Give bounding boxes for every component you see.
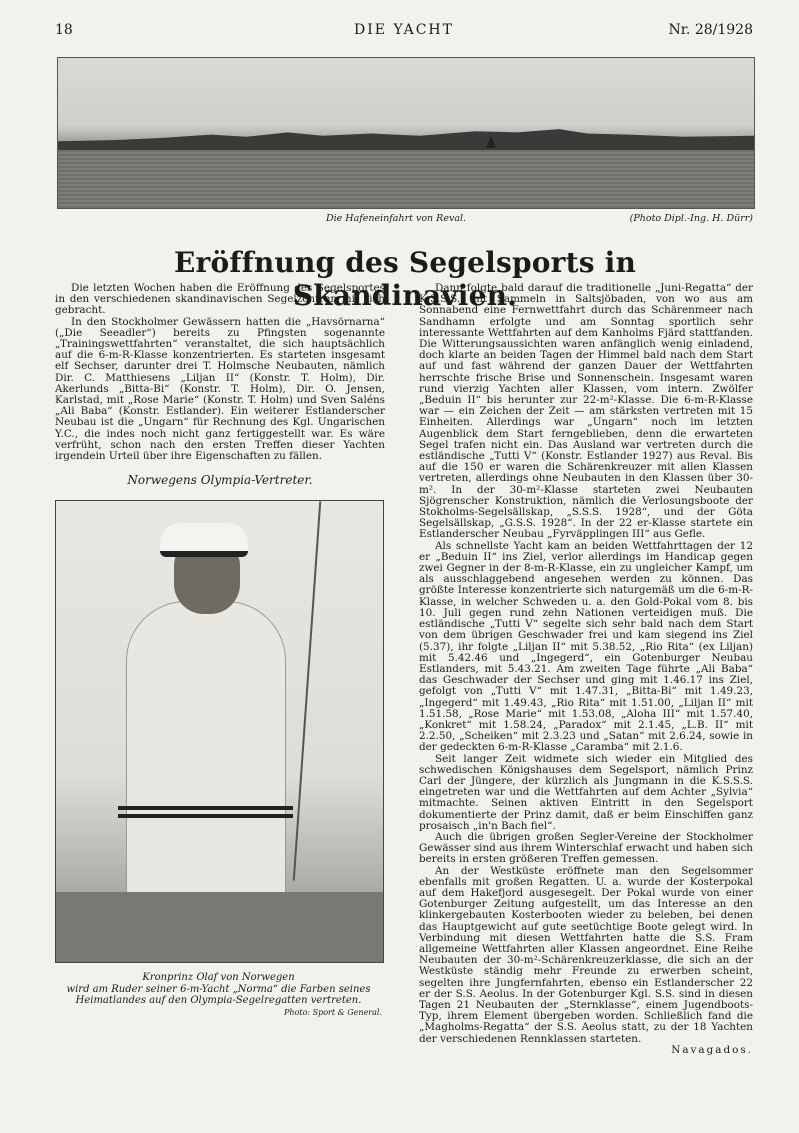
paragraph: Dann folgte bald darauf die traditionelle „Juni-Regatta“ der K.S.S.S. mit Sammeln in Saltsjöbaden, von wo aus am Sonnabend eine Fernwettfahrt durch das Schärenmeer nach Sandhamn erfolgte und am Sonntag sportlich sehr interessante Wettfahrten auf dem Kanholms Fjärd stattfanden. Die Witterungsaussichten waren anfänglich wenig einladend, doch klarte an beiden Tagen der Himmel bald nach dem Start auf und fast während der ganzen Dauer der Wettfahrten herrschte frische Brise und Sonnenschein. Insgesamt waren rund vierzig Yachten aller Klassen, vom intern. Zwölfer „Beduin II“ bis herunter zur 22-m²-Klasse. Die 6-m-R-Klasse war — ein Zeichen der Zeit — am stärksten vertreten mit 15 Einheiten. Allerdings war „Ungarn“ noch im letzten Augenblick dem Start ferngeblieben, denn die erwarteten Segel trafen nicht ein. Das Ausland war vertreten durch die estländische „Tutti V“ (Konstr. Estlander 1927) aus Reval. Bis auf die 150 er waren die Schärenkreuzer mit allen Klassen vertreten, allerdings ohne Neubauten in den Klassen über 30-m². In der 30-m²-Klasse starteten zwei Neubauten Sjögrenscher Konstruktion, nämlich die Verlosungsboote der Stokholms-Segelsällskap, „S.S.S. 1928“, und der Göta Segelsällskap, „G.S.S. 1928“. In der 22 er-Klasse startete ein Estlanderscher Neubau „Fyrväpplingen III“ aus Gefle. [419, 282, 753, 541]
harbor-water [58, 150, 754, 208]
boat-deck [56, 892, 383, 962]
sweater-stripe [118, 806, 293, 810]
page-header [55, 22, 753, 42]
caption-line: Kronprinz Olaf von Norwegen [142, 972, 295, 983]
harbor-photo-credit: (Photo Dipl.-Ing. H. Dürr) [629, 213, 753, 224]
sweater-figure [126, 601, 286, 921]
paragraph: Auch die übrigen großen Segler-Vereine der Stockholmer Gewässer sind aus ihrem Winterschlaf erwacht und haben sich bereits in ersten größeren Treffen gemessen. [419, 830, 753, 866]
harbor-photo-caption: Die Hafeneinfahrt von Reval. [326, 213, 467, 224]
rope-line [293, 501, 322, 880]
paragraph: Die letzten Wochen haben die Eröffnung des Segelsportes in den verschiedenen skandinavischen Segelzentren mit sich gebracht. [55, 282, 385, 317]
article-headline: Eröffnung des Segelsports in Skandinavien. [173, 246, 637, 312]
paragraph: Als schnellste Yacht kam an beiden Wettfahrttagen der 12 er „Beduin II“ ins Ziel, verlor allerdings im Handicap gegen zwei Gegner in der 8-m-R-Klasse, ein zu ungleicher Kampf, um als ausschlaggebend angesehen werden zu können. Das größte Interesse konzentrierte sich naturgemäß um die 6-m-R-Klasse, in welcher Schweden u. a. den Gold-Pokal vom 8. bis 10. Juli gegen rund zehn Nationen verteidigen muß. Die estländische „Tutti V“ segelte sich sehr bald nach dem Start von dem übrigen Geschwader frei und kam siegend ins Ziel (5.37), ihr folgte „Liljan II“ mit 5.38.52, „Rio Rita“ (ex Liljan) mit 5.42.46 und „Ingegerd“, ein Gotenburger Neubau Estlanders, mit 5.43.21. Am zweiten Tage führte „Ali Baba“ das Geschwader der Sechser und ging mit 1.46.17 ins Ziel, gefolgt von „Tutti V“ mit 1.47.31, „Bitta-Bi“ mit 1.49.23, „Ingegerd“ mit 1.49.43, „Rio Rita“ mit 1.51.00, „Liljan II“ mit 1.51.58, „Rose Marie“ mit 1.53.08, „Aloha III“ mit 1.57.40, „Konkret“ mit 1.58.24, „Paradox“ mit 2.1.45, „L.B. II“ mit 2.2.50, „Scheiken“ mit 2.3.23 und „Satan“ mit 2.6.24, sowie in der gedeckten 6-m-R-Klasse „Caramba“ mit 2.1.6. [419, 539, 753, 754]
page-number: 18 [55, 22, 73, 38]
paragraph: An der Westküste eröffnete man den Segelsommer ebenfalls mit großen Regatten. U. a. wurde der Kosterpokal auf dem Hakefjord ausgesegelt. Der Pokal wurde von einer Gotenburger Zeitung aufgestellt, um das Interesse an den klinkergebauten Kosterbooten wieder zu beleben, bei denen das Hauptgewicht auf gute seetüchtige Boote gelegt wird. In Verbindung mit diesen Wettfahrten hatte die S.S. Fram allgemeine Wettfahrten aller Klassen angeordnet. Eine Reihe Neubauten der 30-m²-Schärenkreuzerklasse, die sich an der Westküste ständig mehr Freunde zu erwerben scheint, segelten ihre Jungfernfahrten, ebenso ein Estlanderscher 22 er der S.S. Aeolus. In der Gotenburger Kgl. S.S. sind in diesen Tagen 21 Neubauten der „Sternklasse“, einem Jugendboots-Typ, ihrem Element übergeben worden. Schließlich fand die „Magholms-Regatta“ der S.S. Aeolus statt, zu der 18 Yachten der verschiedenen Rennklassen starteten. [419, 864, 753, 1045]
city-skyline [58, 128, 754, 150]
paragraph: In den Stockholmer Gewässern hatten die „Havsörnarna“ („Die Seeadler“) bereits zu Pfingsten sogenannte „Trainingswettfahrten“ veranstaltet, die sich hauptsächlich auf die 6-m-R-Klasse konzentrierten. Es starteten insgesamt elf Sechser, darunter drei T. Holmsche Neubauten, nämlich Dir. C. Matthiesens „Liljan II“ (Konstr. T. Holm), Dir. Akerlunds „Bitta-Bi“ (Konstr. T. Holm), Dir. O. Jensen, Karlstad, mit „Rose Marie“ (Konstr. T. Holm) und Sven Saléns „Ali Baba“ (Konstr. Estlander). Ein weiterer Estlanderscher Neubau ist die „Ungarn“ für Rechnung des Kgl. Ungarischen Y.C., die indes noch nicht ganz fertiggestellt war. Es wäre verfrüht, schon nach den ersten Treffen dieser Yachten irgendein Urteil über ihre Eigenschaften zu fällen. [55, 315, 385, 463]
portrait-photo [55, 500, 384, 963]
paragraph: Seit langer Zeit widmete sich wieder ein Mitglied des schwedischen Königshauses dem Segelsport, nämlich Prinz Carl der Jüngere, der kürzlich als Jungmann in die K.S.S.S. eingetreten war und die Wettfahrten auf dem Achter „Sylvia“ mitmachte. Seinen aktiven Eintritt in den Segelsport dokumentierte der Prinz damit, daß er beim Einschiffen ganz prosaisch „in'n Bach fiel“. [419, 752, 753, 832]
portrait-caption [55, 972, 382, 1018]
author-signature: Navagados. [671, 1043, 753, 1056]
caption-line: wird am Ruder seiner 6-m-Yacht „Norma“ die Farben seines [66, 983, 371, 995]
left-column [55, 283, 385, 462]
caption-line: Heimatlandes auf den Olympia-Segelregatten vertreten. [75, 995, 362, 1006]
harbor-photo [57, 57, 755, 209]
right-column [419, 283, 753, 1056]
sweater-stripe [118, 814, 293, 818]
issue-number: Nr. 28/1928 [668, 22, 753, 38]
portrait-credit: Photo: Sport & General. [284, 1007, 382, 1017]
sailboat-mark [486, 136, 496, 148]
masthead: DIE YACHT [354, 22, 454, 38]
sailor-cap [160, 523, 248, 557]
portrait-subhead: Norwegens Olympia-Vertreter. [127, 473, 313, 487]
